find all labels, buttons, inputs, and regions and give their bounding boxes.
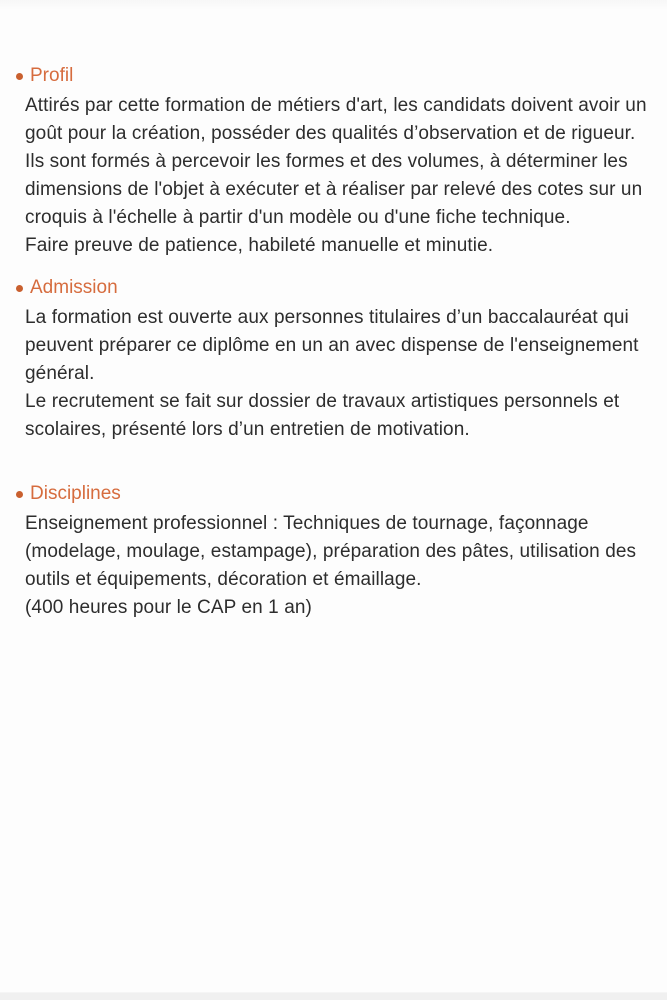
paragraph: Le recrutement se fait sur dossier de travaux artistiques personnels et scolaires, présenté lors d’un entretien de motivation. (25, 391, 620, 440)
section-heading-disciplines (16, 480, 649, 508)
top-edge-shading (0, 0, 667, 10)
section-profil (25, 62, 649, 260)
section-admission (25, 274, 649, 444)
paragraph: Faire preuve de patience, habileté manuelle et minutie. (25, 235, 494, 256)
section-title: Profil (30, 65, 74, 86)
section-disciplines (25, 480, 649, 622)
bullet-icon (16, 491, 23, 498)
section-title: Admission (30, 277, 118, 298)
paragraph: (400 heures pour le CAP en 1 an) (25, 597, 312, 618)
bullet-icon (16, 73, 23, 80)
paragraph: La formation est ouverte aux personnes titulaires d’un baccalauréat qui peuvent préparer ce diplôme en un an avec dispense de l'enseignement général. (25, 307, 639, 384)
section-heading-admission (16, 274, 649, 302)
paragraph: Enseignement professionnel : Techniques de tournage, façonnage (modelage, moulage, estampage), préparation des pâtes, utilisation des outils et équipements, décoration et émaillage. (25, 513, 637, 590)
paragraph: Attirés par cette formation de métiers d'art, les candidats doivent avoir un goût pour la création, posséder des qualités d’observation et de rigueur. Ils sont formés à percevoir les formes et des volumes, à déterminer les dimensions de l'objet à exécuter et à réaliser par relevé des cotes sur un croquis à l'échelle à partir d'un modèle ou d'une fiche technique. (25, 95, 647, 228)
section-heading-profil (16, 62, 649, 90)
bullet-icon (16, 285, 23, 292)
bottom-edge-strip (0, 992, 667, 1000)
section-title: Disciplines (30, 483, 121, 504)
